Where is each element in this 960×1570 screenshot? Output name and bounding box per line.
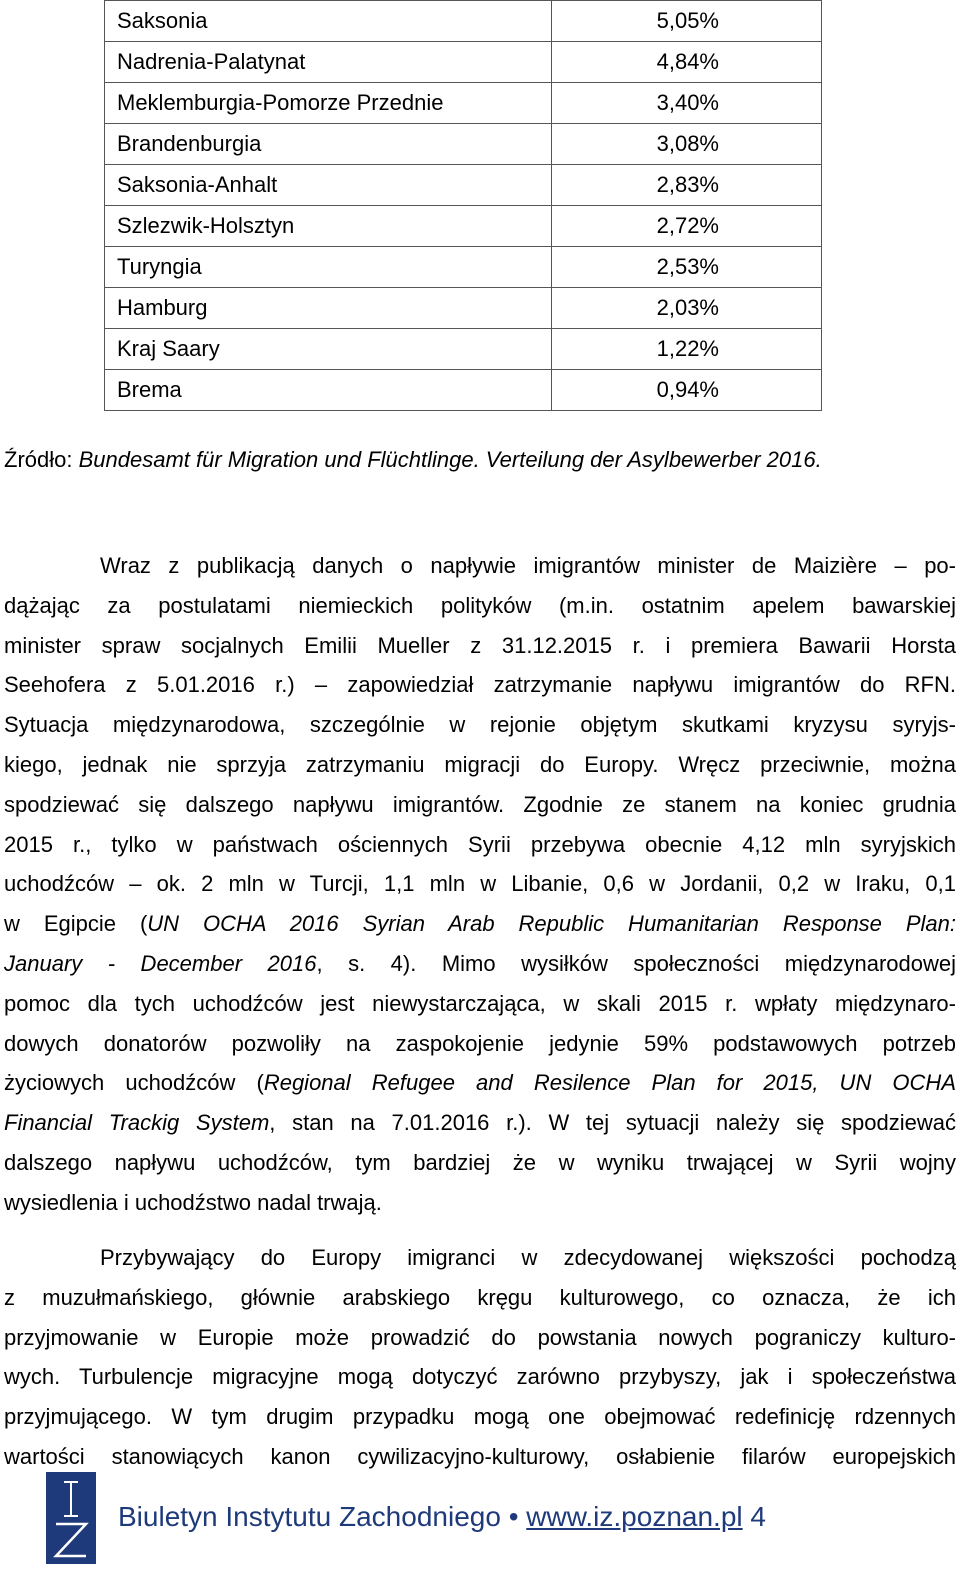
- page-footer: [0, 1470, 960, 1570]
- table-body: [105, 1, 822, 411]
- region-cell: Saksonia-Anhalt: [105, 165, 552, 206]
- paragraph-line: przyjmującego. W tym drugim przypadku mogą one obejmować redefinicję rdzennych: [4, 1404, 956, 1430]
- paragraph-culture: [4, 1238, 956, 1477]
- paragraph-line: dalszego napływu uchodźców, tym bardziej że w wyniku trwającej w Syrii wojny: [4, 1149, 956, 1175]
- paragraph-line: przyjmowanie w Europie może prowadzić do powstania nowych pograniczy kulturo-: [4, 1324, 956, 1350]
- table-row: [105, 42, 822, 83]
- distribution-table: [104, 0, 822, 411]
- citation-italic: UN OCHA 2016 Syrian Arab Republic Humanitarian Response Plan:: [147, 911, 957, 937]
- region-cell: Turyngia: [105, 247, 552, 288]
- paragraph-line: [4, 1103, 956, 1143]
- table-row: [105, 124, 822, 165]
- share-cell: 3,08%: [552, 124, 822, 165]
- share-cell: 0,94%: [552, 370, 822, 411]
- line-text: , stan na 7.01.2016 r.). W tej sytuacji należy się spodziewać: [269, 1110, 956, 1136]
- source-label: Źródło:: [4, 447, 79, 472]
- website-link[interactable]: www.iz.poznan.pl: [526, 1501, 743, 1532]
- share-cell: 5,05%: [552, 1, 822, 42]
- paragraph-migration: [4, 546, 956, 1223]
- table-row: [105, 288, 822, 329]
- paragraph-line: Sytuacja międzynarodowa, szczególnie w rejonie objętym skutkami kryzysu syryjs-: [4, 712, 956, 738]
- table-row: [105, 206, 822, 247]
- region-cell: Brandenburgia: [105, 124, 552, 165]
- table-row: [105, 1, 822, 42]
- share-cell: 2,53%: [552, 247, 822, 288]
- paragraph-line: dowych donatorów pozwoliły na zaspokojenie jedynie 59% podstawowych potrzeb: [4, 1030, 956, 1056]
- table-row: [105, 329, 822, 370]
- paragraph-line: spodziewać się dalszego napływu imigrantów. Zgodnie ze stanem na koniec grudnia: [4, 791, 956, 817]
- source-note: [4, 446, 822, 474]
- region-cell: Kraj Saary: [105, 329, 552, 370]
- region-cell: Meklemburgia-Pomorze Przednie: [105, 83, 552, 124]
- region-cell: Nadrenia-Palatynat: [105, 42, 552, 83]
- citation-italic: January - December 2016: [4, 950, 317, 976]
- paragraph-line: minister spraw socjalnych Emilii Mueller z 31.12.2015 r. i premiera Bawarii Horsta: [4, 632, 956, 658]
- paragraph-line: Wraz z publikacją danych o napływie imigrantów minister de Maizière – po-: [100, 553, 956, 578]
- source-citation: Bundesamt für Migration und Flüchtlinge. Verteilung der Asylbewerber 2016.: [78, 447, 822, 472]
- paragraph-line: [4, 944, 956, 984]
- share-cell: 2,72%: [552, 206, 822, 247]
- paragraph-line: [4, 1063, 956, 1103]
- share-cell: 2,83%: [552, 165, 822, 206]
- table-row: [105, 247, 822, 288]
- iz-logo-icon: [46, 1472, 96, 1564]
- region-cell: Szlezwik-Holsztyn: [105, 206, 552, 247]
- citation-italic: Regional Refugee and Resilence Plan for 2015, UN OCHA: [263, 1070, 956, 1096]
- share-cell: 1,22%: [552, 329, 822, 370]
- line-text: , s. 4). Mimo wysiłków społeczności międzynarodowej: [316, 950, 956, 976]
- institute-logo: [46, 1472, 96, 1564]
- region-cell: Brema: [105, 370, 552, 411]
- paragraph-line: dążając za postulatami niemieckich polityków (m.in. ostatnim apelem bawarskiej: [4, 592, 956, 618]
- table-row: [105, 83, 822, 124]
- paragraph-line: wysiedlenia i uchodźstwo nadal trwają.: [4, 1189, 382, 1215]
- paragraph-line: Seehofera z 5.01.2016 r.) – zapowiedział zatrzymanie napływu imigrantów do RFN.: [4, 672, 956, 698]
- table-row: [105, 370, 822, 411]
- paragraph-line: wych. Turbulencje migracyjne mogą dotyczyć zarówno przybyszy, jak i społeczeństwa: [4, 1364, 956, 1390]
- region-cell: Hamburg: [105, 288, 552, 329]
- paragraph-line: wartości stanowiących kanon cywilizacyjno-kulturowy, osłabienie filarów europejskich: [4, 1443, 956, 1469]
- table-row: [105, 165, 822, 206]
- paragraph-line: z muzułmańskiego, głównie arabskiego kręgu kulturowego, co oznacza, że ich: [4, 1284, 956, 1310]
- page-number: 4: [750, 1501, 766, 1532]
- paragraph-line: kiego, jednak nie sprzyja zatrzymaniu migracji do Europy. Wręcz przeciwnie, można: [4, 751, 956, 777]
- journal-title: Biuletyn Instytutu Zachodniego •: [118, 1501, 527, 1532]
- footer-caption: [118, 1500, 766, 1534]
- paragraph-line: Przybywający do Europy imigranci w zdecydowanej większości pochodzą: [100, 1245, 956, 1270]
- line-text: w Egipcie (: [4, 911, 148, 937]
- paragraph-line: 2015 r., tylko w państwach ościennych Syrii przebywa obecnie 4,12 mln syryjskich: [4, 831, 956, 857]
- line-text: życiowych uchodźców (: [4, 1070, 264, 1096]
- share-cell: 4,84%: [552, 42, 822, 83]
- citation-italic: Financial Trackig System: [4, 1110, 270, 1136]
- share-cell: 2,03%: [552, 288, 822, 329]
- share-cell: 3,40%: [552, 83, 822, 124]
- region-cell: Saksonia: [105, 1, 552, 42]
- paragraph-line: pomoc dla tych uchodźców jest niewystarczająca, w skali 2015 r. wpłaty międzynaro-: [4, 990, 956, 1016]
- paragraph-line: uchodźców – ok. 2 mln w Turcji, 1,1 mln w Libanie, 0,6 w Jordanii, 0,2 w Iraku, 0,1: [4, 871, 956, 897]
- paragraph-line: [4, 904, 956, 944]
